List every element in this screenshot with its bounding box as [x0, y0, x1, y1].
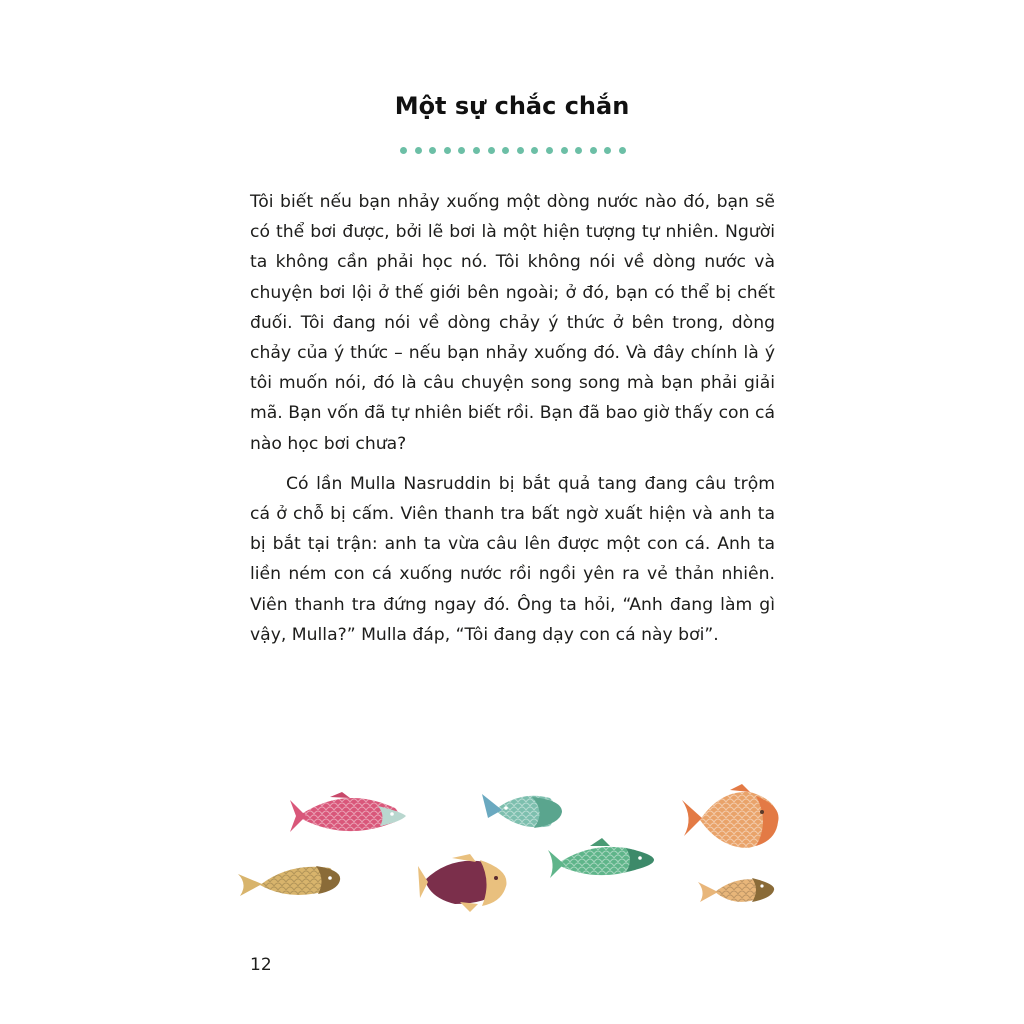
- divider-dot: [561, 147, 568, 154]
- fish-illustration: [230, 770, 790, 930]
- fish-icon-green: [548, 838, 654, 878]
- chapter-title: Một sự chắc chắn: [394, 92, 630, 120]
- divider-dot: [473, 147, 480, 154]
- fish-icon-maroon: [418, 854, 506, 912]
- divider-dot: [590, 147, 597, 154]
- divider-dot: [546, 147, 553, 154]
- fish-icon-pink: [290, 792, 406, 832]
- divider-dot: [517, 147, 524, 154]
- paragraph-2: Có lần Mulla Nasruddin bị bắt quả tang đang câu trộm cá ở chỗ bị cấm. Viên thanh tra bất ngờ xuất hiện và anh ta bị bắt tại trận: anh ta vừa câu lên được một con cá. Anh ta liền ném con cá xuống nước rồi ngồi yên ra vẻ thản nhiên. Viên thanh tra đứng ngay đó. Ông ta hỏi, “Anh đang làm gì vậy, Mulla?” Mulla đáp, “Tôi đang dạy con cá này bơi”.: [250, 473, 775, 645]
- divider-dot: [415, 147, 422, 154]
- divider-dot: [502, 147, 509, 154]
- divider-dot: [444, 147, 451, 154]
- divider-dot: [604, 147, 611, 154]
- divider-dot: [488, 147, 495, 154]
- fish-icon-small-gold: [698, 878, 774, 902]
- fish-icon-gold: [238, 866, 340, 896]
- divider-dot: [619, 147, 626, 154]
- fish-icon-orange: [682, 784, 779, 848]
- divider-dot: [531, 147, 538, 154]
- paragraph-1: Tôi biết nếu bạn nhảy xuống một dòng nước nào đó, bạn sẽ có thể bơi được, bởi lẽ bơi là một hiện tượng tự nhiên. Người ta không cần phải học nó. Tôi không nói về dòng nước và chuyện bơi lội ở thế giới bên ngoài; ở đó, bạn có thể bị chết đuối. Tôi đang nói về dòng chảy ý thức ở bên trong, dòng chảy của ý thức – nếu bạn nhảy xuống đó. Và đây chính là ý tôi muốn nói, đó là câu chuyện song song mà bạn phải giải mã. Bạn vốn đã tự nhiên biết rồi. Bạn đã bao giờ thấy con cá nào học bơi chưa?: [250, 192, 775, 454]
- page-number: 12: [250, 955, 272, 975]
- title-dot-divider: [400, 145, 626, 155]
- body-text: [250, 187, 775, 650]
- divider-dot: [429, 147, 436, 154]
- fish-icon-teal: [482, 794, 562, 828]
- divider-dot: [400, 147, 407, 154]
- divider-dot: [458, 147, 465, 154]
- divider-dot: [575, 147, 582, 154]
